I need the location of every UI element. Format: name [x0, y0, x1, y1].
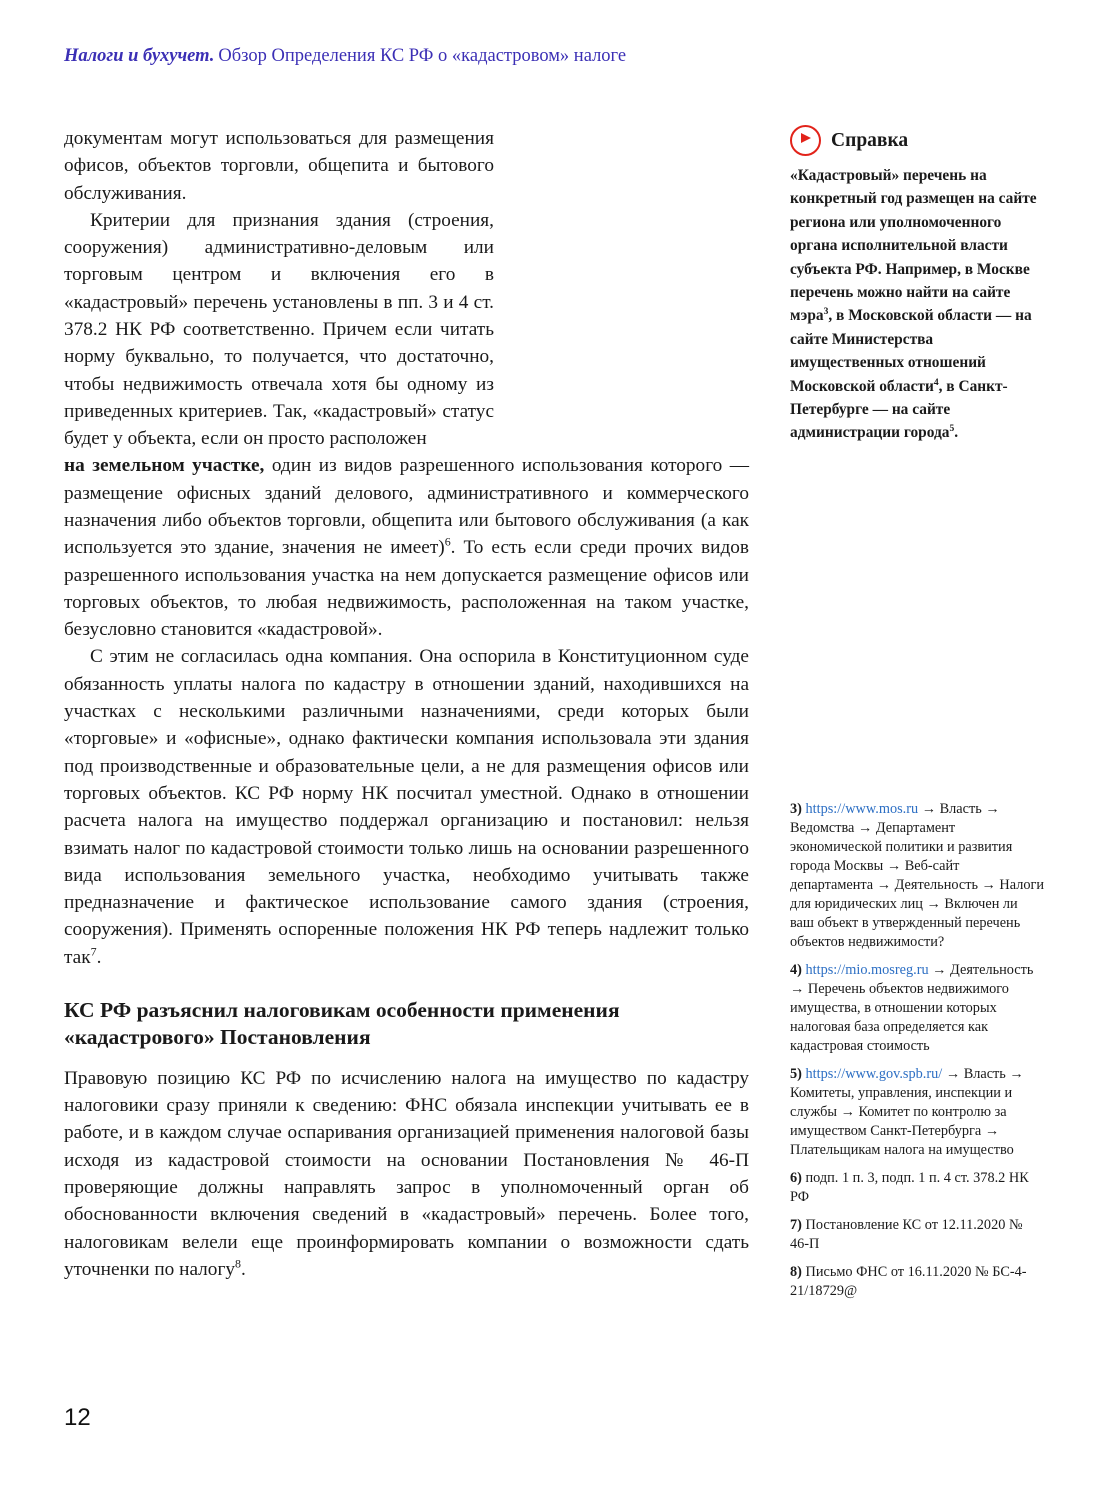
header-section-label: Налоги и бухучет.	[64, 46, 215, 66]
spravka-body	[790, 164, 1048, 445]
spravka-text-3: , в Санкт-Петербурге — на сайте администрации города	[790, 377, 1008, 442]
paragraph-3-text-a: С этим не согласилась одна компания. Она оспорила в Конституционном суде обязанность уплаты налога по кадастру в отношении зданий, находившихся на участках с несколькими различными назначениями, среди которых были «торговые» и «офисные», однако фактически компания использовала эти здания под производственные и образовательные цели, а не для размещения офисов или торговых объектов. КС РФ норму НК посчитал уместной. Однако в отношении расчета налога на имущество поддержал организацию и постановил: нельзя взимать налог по кадастровой стоимости только лишь на основании разрешенного вида использования земельного участка, необходимо учитывать также предназначение и фактическое использование самого здания (строения, сооружения). Применять оспоренные положения НК РФ теперь надлежит только так	[64, 646, 749, 968]
play-circle-icon	[790, 125, 821, 156]
paragraph-4-ref: 8	[235, 1256, 241, 1271]
footnote-5	[790, 1065, 1045, 1160]
footnote-4	[790, 961, 1045, 1056]
spravka-ref-3: 5	[949, 423, 955, 435]
footnote-3-number: 3)	[790, 801, 802, 817]
footnote-8-text: Письмо ФНС от 16.11.2020 № БС-4-21/18729@	[790, 1264, 1027, 1299]
spravka-text-1: «Кадастровый» перечень на конкретный год размещен на сайте региона или уполномоченного органа исполнительной власти субъекта РФ. Например, в Москве перечень можно найти на сайте мэра	[790, 167, 1037, 325]
paragraph-2-head	[64, 207, 494, 453]
spravka-ref-1: 3	[823, 306, 829, 318]
paragraph-4-text-b: .	[240, 1258, 246, 1280]
paragraph-2-bold: на земельном участке,	[64, 455, 265, 477]
paragraph-2-text-b: один из видов разрешенного использования которого — размещение офисных зданий делового, административного и коммерческого назначения либо объектов торговли, общепита или бытового обслуживания (а как используется это здание, значения не имеет)	[64, 455, 749, 559]
paragraph-2-text-c: . То есть если среди прочих видов разрешенного использования участка на нем допускается размещение офисов или торговых объектов, то любая недвижимость, расположенная на таком участке, безусловно становится «кадастровой».	[64, 537, 750, 641]
paragraph-2-continued	[64, 452, 749, 643]
spravka-header	[790, 125, 1048, 156]
paragraph-2-text-a: Критерии для признания здания (строения, сооружения) административно-деловым или торговым центром и включения его в «кадастровый» перечень установлены в пп. 3 и 4 ст. 378.2 НК РФ соответственно. Причем если читать норму буквально, то получается, что достаточно, чтобы недвижимость отвечала хотя бы одному из приведенных критериев. Так, «кадастровый» статус будет у объекта, если он просто расположен	[64, 209, 494, 450]
footnote-4-link[interactable]: https://mio.mosreg.ru	[805, 962, 929, 978]
running-header	[64, 45, 1044, 67]
footnote-8	[790, 1263, 1045, 1301]
section-heading: КС РФ разъяснил налоговикам особенности применения «кадастрового» Постановления	[64, 998, 620, 1049]
footnote-8-number: 8)	[790, 1264, 802, 1280]
paragraph-3-text-b: .	[96, 946, 102, 968]
paragraph-2-ref: 6	[444, 534, 451, 549]
spravka-text-end: .	[954, 424, 959, 442]
footnote-4-number: 4)	[790, 962, 802, 978]
spravka-text-2: , в Московской области — на сайте Министерства имущественных отношений Московской области	[790, 307, 1032, 395]
spravka-title: Справка	[831, 129, 909, 151]
paragraph-3	[64, 643, 749, 971]
paragraph-1: документам могут использоваться для размещения офисов, объектов торговли, общепита и бытового обслуживания.	[64, 128, 494, 204]
spravka-ref-2: 4	[933, 376, 939, 388]
footnote-4-text: → Деятельность → Перечень объектов недвижимого имущества, в отношении которых налоговая база определяется как кадастровая стоимость	[790, 962, 1034, 1054]
paragraph-4-text-a: Правовую позицию КС РФ по исчислению налога на имущество по кадастру налоговики сразу приняли к сведению: ФНС обязала инспекции учитывать ее в работе, и в каждом случае оспаривания организацией применения налоговой базы исходя из кадастровой стоимости на основании Постановления № 46-П проверяющие должны направлять запрос в уполномоченный орган об обоснованности включения сведений в «кадастровый» перечень. Более того, налоговикам велели еще проинформировать компании о возможности сдать уточненки по налогу	[64, 1067, 749, 1280]
footnote-6	[790, 1169, 1045, 1207]
footnotes-column	[790, 800, 1045, 1310]
footnote-7-number: 7)	[790, 1217, 802, 1233]
footnote-5-link[interactable]: https://www.gov.spb.ru/	[805, 1066, 943, 1082]
footnote-3-text: → Власть → Ведомства → Департамент экономической политики и развития города Москвы → Веб-сайт департамента → Деятельность → Налоги для юридических лиц → Включен ли ваш объект в утвержденный перечень объектов недвижимости?	[790, 801, 1045, 950]
spravka-callout	[790, 125, 1048, 445]
header-subject-label: Обзор Определения КС РФ о «кадастровом» налоге	[218, 46, 627, 66]
footnote-7	[790, 1216, 1045, 1254]
paragraph-4	[64, 1065, 749, 1283]
footnote-3-link[interactable]: https://www.mos.ru	[805, 801, 919, 817]
footnote-5-text: → Власть → Комитеты, управления, инспекции и службы → Комитет по контролю за имуществом Санкт-Петербурга → Плательщикам налога на имущество	[790, 1066, 1024, 1158]
footnote-6-number: 6)	[790, 1170, 802, 1186]
paragraph-3-ref: 7	[90, 944, 97, 959]
footnote-6-text: подп. 1 п. 3, подп. 1 п. 4 ст. 378.2 НК РФ	[790, 1170, 1029, 1205]
footnote-7-text: Постановление КС от 12.11.2020 № 46-П	[790, 1217, 1023, 1252]
footnote-5-number: 5)	[790, 1066, 802, 1082]
main-text-column	[64, 125, 749, 1283]
page-number: 12	[64, 1404, 91, 1431]
footnote-3	[790, 800, 1045, 952]
